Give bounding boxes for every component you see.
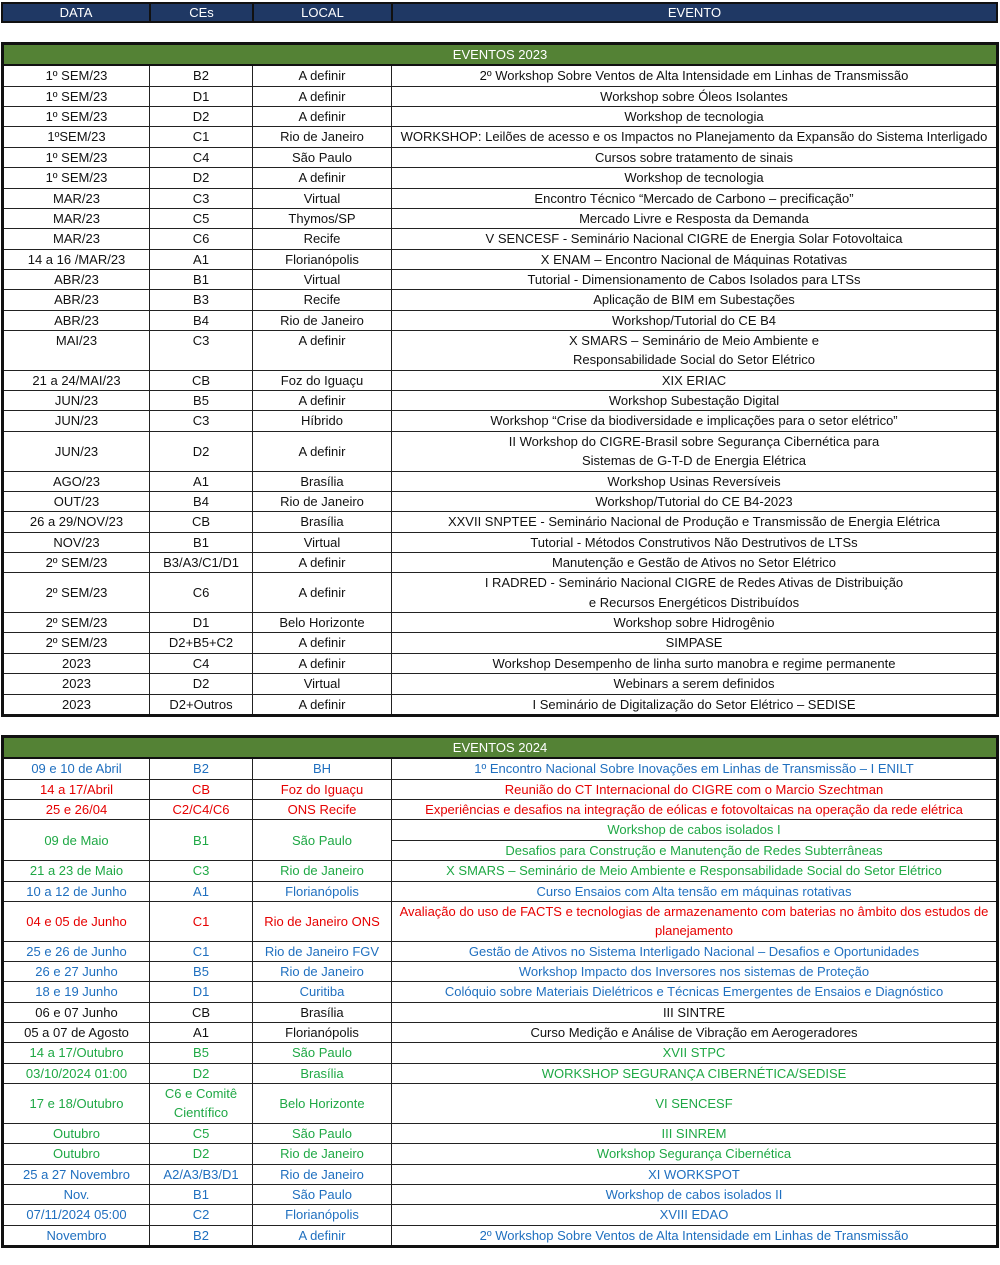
cell-ces: CB (150, 370, 253, 390)
table-row (3, 633, 998, 653)
cell-ces: B1 (150, 1184, 253, 1204)
cell-evento: Workshop “Crise da biodiversidade e implicações para o setor elétrico” (392, 411, 998, 431)
cell-local: Thymos/SP (253, 208, 392, 228)
cell-ces: C3 (150, 411, 253, 431)
cell-data: 1º SEM/23 (3, 168, 150, 188)
cell-data: 14 a 17/Abril (3, 779, 150, 799)
cell-evento: XXVII SNPTEE - Seminário Nacional de Produção e Transmissão de Energia Elétrica (392, 512, 998, 532)
cell-local: Rio de Janeiro (253, 861, 392, 881)
cell-evento (392, 573, 998, 613)
cell-ces: D1 (150, 86, 253, 106)
table-row (3, 391, 998, 411)
cell-local: Rio de Janeiro (253, 127, 392, 147)
evento-line-2: Sistemas de G-T-D de Energia Elétrica (582, 453, 806, 469)
table-row (3, 310, 998, 330)
cell-evento: Curso Medição e Análise de Vibração em Aerogeradores (392, 1023, 998, 1043)
cell-data: 25 e 26/04 (3, 800, 150, 820)
cell-ces: B4 (150, 310, 253, 330)
cell-local: Virtual (253, 674, 392, 694)
cell-evento: Workshop sobre Hidrogênio (392, 613, 998, 633)
cell-evento: Webinars a serem definidos (392, 674, 998, 694)
cell-local: São Paulo (253, 147, 392, 167)
cell-data: 05 a 07 de Agosto (3, 1023, 150, 1043)
evento-line-1: II Workshop do CIGRE-Brasil sobre Segurança Cibernética para (508, 433, 880, 449)
cell-data: 17 e 18/Outubro (3, 1084, 150, 1124)
cell-local: Belo Horizonte (253, 613, 392, 633)
table-row (3, 861, 998, 881)
table-row (3, 1144, 998, 1164)
cell-data: Outubro (3, 1144, 150, 1164)
cell-local: Florianópolis (253, 249, 392, 269)
cell-evento: III SINREM (392, 1123, 998, 1143)
table-row (3, 552, 998, 572)
section-title-2023: EVENTOS 2023 (3, 44, 998, 66)
cell-local: A definir (253, 331, 392, 371)
cell-local: Rio de Janeiro (253, 310, 392, 330)
cell-ces: C4 (150, 147, 253, 167)
table-row (3, 168, 998, 188)
cell-data: 18 e 19 Junho (3, 982, 150, 1002)
cell-local: Rio de Janeiro (253, 491, 392, 511)
table-row (3, 613, 998, 633)
cell-ces: C2/C4/C6 (150, 800, 253, 820)
cell-evento: X ENAM – Encontro Nacional de Máquinas Rotativas (392, 249, 998, 269)
cell-data: 1º SEM/23 (3, 86, 150, 106)
cell-data: ABR/23 (3, 290, 150, 310)
table-row (3, 512, 998, 532)
cell-data: 25 e 26 de Junho (3, 941, 150, 961)
table-row (3, 961, 998, 981)
cell-local: Virtual (253, 188, 392, 208)
cell-data: ABR/23 (3, 269, 150, 289)
cell-ces: C5 (150, 208, 253, 228)
cell-evento: III SINTRE (392, 1002, 998, 1022)
cell-data: MAR/23 (3, 208, 150, 228)
cell-ces: D2+Outros (150, 694, 253, 715)
cell-ces: C3 (150, 861, 253, 881)
cell-evento: XIX ERIAC (392, 370, 998, 390)
cell-ces: A1 (150, 881, 253, 901)
table-row (3, 370, 998, 390)
cell-evento: 2º Workshop Sobre Ventos de Alta Intensidade em Linhas de Transmissão (392, 1225, 998, 1246)
table-row (3, 1184, 998, 1204)
cell-evento: Workshop de tecnologia (392, 107, 998, 127)
cell-ces: A2/A3/B3/D1 (150, 1164, 253, 1184)
column-header-ces: CEs (149, 4, 252, 21)
cell-data: 2º SEM/23 (3, 633, 150, 653)
cell-evento: VI SENCESF (392, 1084, 998, 1124)
cell-ces: A1 (150, 1023, 253, 1043)
table-row (3, 532, 998, 552)
cell-data: 21 a 24/MAI/23 (3, 370, 150, 390)
table-row (3, 1225, 998, 1246)
cell-evento: I Seminário de Digitalização do Setor Elétrico – SEDISE (392, 694, 998, 715)
table-row (3, 208, 998, 228)
cell-local: Brasília (253, 1002, 392, 1022)
cell-evento: 1º Encontro Nacional Sobre Inovações em Linhas de Transmissão – I ENILT (392, 758, 998, 779)
evento-line-1: X SMARS – Seminário de Meio Ambiente e (568, 333, 819, 349)
cell-ces: B5 (150, 961, 253, 981)
cell-ces: C2 (150, 1205, 253, 1225)
cell-local: A definir (253, 694, 392, 715)
table-row (3, 1205, 998, 1225)
section-header-2023 (3, 44, 998, 66)
table-row (3, 820, 998, 840)
cell-data: 14 a 17/Outubro (3, 1043, 150, 1063)
cell-data: 1º SEM/23 (3, 65, 150, 86)
cell-evento: Experiências e desafios na integração de eólicas e fotovoltaicas na operação da rede elétrica (392, 800, 998, 820)
table-row (3, 1084, 998, 1124)
cell-ces: C5 (150, 1123, 253, 1143)
cell-data: MAR/23 (3, 188, 150, 208)
table-row (3, 188, 998, 208)
table-row (3, 290, 998, 310)
cell-local: A definir (253, 552, 392, 572)
cell-data: 1º SEM/23 (3, 147, 150, 167)
cell-evento: Curso Ensaios com Alta tensão em máquinas rotativas (392, 881, 998, 901)
cell-evento: Workshop de tecnologia (392, 168, 998, 188)
cell-local: BH (253, 758, 392, 779)
cell-evento: Desafios para Construção e Manutenção de Redes Subterrâneas (392, 840, 998, 860)
cell-data: 2º SEM/23 (3, 613, 150, 633)
cell-evento: X SMARS – Seminário de Meio Ambiente e Responsabilidade Social do Setor Elétrico (392, 861, 998, 881)
cell-evento: V SENCESF - Seminário Nacional CIGRE de Energia Solar Fotovoltaica (392, 229, 998, 249)
cell-data: 21 a 23 de Maio (3, 861, 150, 881)
cell-ces: D1 (150, 613, 253, 633)
table-row (3, 941, 998, 961)
cell-evento: Gestão de Ativos no Sistema Interligado Nacional – Desafios e Oportunidades (392, 941, 998, 961)
cell-local: Rio de Janeiro (253, 1164, 392, 1184)
cell-data: 14 a 16 /MAR/23 (3, 249, 150, 269)
cell-evento (392, 431, 998, 471)
cell-local: A definir (253, 107, 392, 127)
cell-data: Novembro (3, 1225, 150, 1246)
cell-data: 2023 (3, 653, 150, 673)
evento-line-2: e Recursos Energéticos Distribuídos (588, 594, 800, 610)
cell-evento: SIMPASE (392, 633, 998, 653)
table-row (3, 674, 998, 694)
cell-evento: Manutenção e Gestão de Ativos no Setor Elétrico (392, 552, 998, 572)
cell-local: Foz do Iguaçu (253, 370, 392, 390)
evento-line-2: Responsabilidade Social do Setor Elétrico (572, 352, 816, 368)
cell-evento: Aplicação de BIM em Subestações (392, 290, 998, 310)
cell-local: Florianópolis (253, 1023, 392, 1043)
cell-data: 2023 (3, 674, 150, 694)
table-row (3, 331, 998, 371)
cell-ces: C6 (150, 573, 253, 613)
cell-evento: Colóquio sobre Materiais Dielétricos e Técnicas Emergentes de Ensaios e Diagnóstico (392, 982, 998, 1002)
cell-evento: WORKSHOP SEGURANÇA CIBERNÉTICA/SEDISE (392, 1063, 998, 1083)
cell-ces: B1 (150, 820, 253, 861)
cell-ces: C3 (150, 188, 253, 208)
cell-data: MAR/23 (3, 229, 150, 249)
cell-evento: Workshop/Tutorial do CE B4 (392, 310, 998, 330)
table-row (3, 229, 998, 249)
table-row (3, 249, 998, 269)
cell-ces: C1 (150, 901, 253, 941)
cell-evento: Tutorial - Dimensionamento de Cabos Isolados para LTSs (392, 269, 998, 289)
cell-data: OUT/23 (3, 491, 150, 511)
table-row (3, 800, 998, 820)
cell-evento: Mercado Livre e Resposta da Demanda (392, 208, 998, 228)
cell-data: 26 a 29/NOV/23 (3, 512, 150, 532)
cell-ces: D2 (150, 1144, 253, 1164)
cell-data: MAI/23 (3, 331, 150, 371)
cell-data: 26 e 27 Junho (3, 961, 150, 981)
cell-local: São Paulo (253, 1184, 392, 1204)
cell-local: A definir (253, 391, 392, 411)
cell-evento: XI WORKSPOT (392, 1164, 998, 1184)
cell-local: Florianópolis (253, 881, 392, 901)
table-row (3, 1023, 998, 1043)
cell-local: São Paulo (253, 820, 392, 861)
cell-ces: B3/A3/C1/D1 (150, 552, 253, 572)
cell-local: Virtual (253, 532, 392, 552)
cell-ces: B3 (150, 290, 253, 310)
cell-data: NOV/23 (3, 532, 150, 552)
table-row (3, 127, 998, 147)
cell-data: JUN/23 (3, 391, 150, 411)
cell-evento: Workshop/Tutorial do CE B4-2023 (392, 491, 998, 511)
events-2023-table (1, 42, 999, 717)
cell-evento: Tutorial - Métodos Construtivos Não Destrutivos de LTSs (392, 532, 998, 552)
cell-ces: B5 (150, 1043, 253, 1063)
cell-ces: B2 (150, 1225, 253, 1246)
cell-local: Belo Horizonte (253, 1084, 392, 1124)
cell-evento: Workshop de cabos isolados I (392, 820, 998, 840)
cell-local: A definir (253, 573, 392, 613)
cell-ces: C6 (150, 229, 253, 249)
column-header-bar (1, 2, 998, 23)
cell-local: São Paulo (253, 1043, 392, 1063)
table-row (3, 147, 998, 167)
cell-data: 09 e 10 de Abril (3, 758, 150, 779)
cell-evento: Workshop Subestação Digital (392, 391, 998, 411)
table-row (3, 653, 998, 673)
cell-local: Brasília (253, 512, 392, 532)
cell-local: A definir (253, 86, 392, 106)
cell-local: A definir (253, 1225, 392, 1246)
cell-data: 07/11/2024 05:00 (3, 1205, 150, 1225)
cell-data: 2023 (3, 694, 150, 715)
table-row (3, 86, 998, 106)
cell-data: Nov. (3, 1184, 150, 1204)
cell-local: São Paulo (253, 1123, 392, 1143)
cell-ces: A1 (150, 471, 253, 491)
cell-ces: C1 (150, 941, 253, 961)
cell-ces: D2 (150, 168, 253, 188)
cell-ces: B2 (150, 758, 253, 779)
table-row (3, 1063, 998, 1083)
table-row (3, 1123, 998, 1143)
cell-ces: B4 (150, 491, 253, 511)
cell-data: 1ºSEM/23 (3, 127, 150, 147)
cell-ces: CB (150, 1002, 253, 1022)
cell-local: Curitiba (253, 982, 392, 1002)
cell-evento: Workshop Impacto dos Inversores nos sistemas de Proteção (392, 961, 998, 981)
cell-data: 1º SEM/23 (3, 107, 150, 127)
cell-ces: B2 (150, 65, 253, 86)
cell-ces: B1 (150, 269, 253, 289)
cell-local: A definir (253, 633, 392, 653)
cell-local: Recife (253, 229, 392, 249)
cell-ces: C1 (150, 127, 253, 147)
cell-data: 04 e 05 de Junho (3, 901, 150, 941)
cell-ces: D2 (150, 674, 253, 694)
cell-data: 2º SEM/23 (3, 573, 150, 613)
cell-local: A definir (253, 431, 392, 471)
cell-ces: D2 (150, 431, 253, 471)
cell-evento: Workshop Desempenho de linha surto manobra e regime permanente (392, 653, 998, 673)
cell-local: Rio de Janeiro (253, 1144, 392, 1164)
cell-evento: XVII STPC (392, 1043, 998, 1063)
table-row (3, 901, 998, 941)
cell-ces: B1 (150, 532, 253, 552)
table-row (3, 269, 998, 289)
cell-local: Virtual (253, 269, 392, 289)
evento-line-1: I RADRED - Seminário Nacional CIGRE de Redes Ativas de Distribuição (484, 575, 904, 591)
cell-ces: D2 (150, 107, 253, 127)
table-row (3, 107, 998, 127)
cell-local: ONS Recife (253, 800, 392, 820)
cell-evento: 2º Workshop Sobre Ventos de Alta Intensidade em Linhas de Transmissão (392, 65, 998, 86)
cell-data: 03/10/2024 01:00 (3, 1063, 150, 1083)
table-row (3, 431, 998, 471)
cell-evento: Avaliação do uso de FACTS e tecnologias de armazenamento com baterias no âmbito dos estudos de planejamento (392, 901, 998, 941)
table-row (3, 411, 998, 431)
cell-local: Brasília (253, 1063, 392, 1083)
events-2024-table (1, 735, 999, 1248)
table-row (3, 694, 998, 715)
cell-data: ABR/23 (3, 310, 150, 330)
table-row (3, 573, 998, 613)
cell-data: 09 de Maio (3, 820, 150, 861)
cell-data: JUN/23 (3, 431, 150, 471)
cell-ces: D2 (150, 1063, 253, 1083)
cell-data: 2º SEM/23 (3, 552, 150, 572)
cell-ces: D1 (150, 982, 253, 1002)
section-title-2024: EVENTOS 2024 (3, 737, 998, 759)
cell-data: AGO/23 (3, 471, 150, 491)
table-row (3, 982, 998, 1002)
column-header-evento: EVENTO (391, 4, 996, 21)
table-row (3, 779, 998, 799)
table-row (3, 491, 998, 511)
cell-ces: A1 (150, 249, 253, 269)
cell-ces: CB (150, 779, 253, 799)
cell-ces: C4 (150, 653, 253, 673)
cell-data: 06 e 07 Junho (3, 1002, 150, 1022)
cell-local: Híbrido (253, 411, 392, 431)
cell-ces: D2+B5+C2 (150, 633, 253, 653)
cell-evento: WORKSHOP: Leilões de acesso e os Impactos no Planejamento da Expansão do Sistema Interligado (392, 127, 998, 147)
cell-evento (392, 331, 998, 371)
column-header-data: DATA (59, 5, 93, 20)
table-row (3, 471, 998, 491)
cell-evento: Workshop Segurança Cibernética (392, 1144, 998, 1164)
cell-evento: Cursos sobre tratamento de sinais (392, 147, 998, 167)
cell-local: A definir (253, 65, 392, 86)
cell-ces: CB (150, 512, 253, 532)
cell-local: Rio de Janeiro (253, 961, 392, 981)
cell-evento: Encontro Técnico “Mercado de Carbono – precificação” (392, 188, 998, 208)
cell-ces: C6 e Comitê Científico (150, 1084, 253, 1124)
cell-local: Recife (253, 290, 392, 310)
table-row (3, 881, 998, 901)
cell-local: Foz do Iguaçu (253, 779, 392, 799)
table-row (3, 65, 998, 86)
cell-local: Rio de Janeiro ONS (253, 901, 392, 941)
cell-ces: B5 (150, 391, 253, 411)
section-header-2024 (3, 737, 998, 759)
cell-local: Rio de Janeiro FGV (253, 941, 392, 961)
cell-local: Florianópolis (253, 1205, 392, 1225)
cell-evento: Workshop sobre Óleos Isolantes (392, 86, 998, 106)
table-row (3, 1164, 998, 1184)
cell-evento: XVIII EDAO (392, 1205, 998, 1225)
cell-data: 25 a 27 Novembro (3, 1164, 150, 1184)
cell-local: A definir (253, 653, 392, 673)
cell-data: Outubro (3, 1123, 150, 1143)
cell-evento: Workshop Usinas Reversíveis (392, 471, 998, 491)
column-header-local: LOCAL (252, 4, 391, 21)
cell-ces: C3 (150, 331, 253, 371)
cell-data: JUN/23 (3, 411, 150, 431)
table-row (3, 758, 998, 779)
cell-local: A definir (253, 168, 392, 188)
table-row (3, 1002, 998, 1022)
table-row (3, 1043, 998, 1063)
cell-local: Brasília (253, 471, 392, 491)
cell-data: 10 a 12 de Junho (3, 881, 150, 901)
cell-evento: Reunião do CT Internacional do CIGRE com o Marcio Szechtman (392, 779, 998, 799)
cell-evento: Workshop de cabos isolados II (392, 1184, 998, 1204)
